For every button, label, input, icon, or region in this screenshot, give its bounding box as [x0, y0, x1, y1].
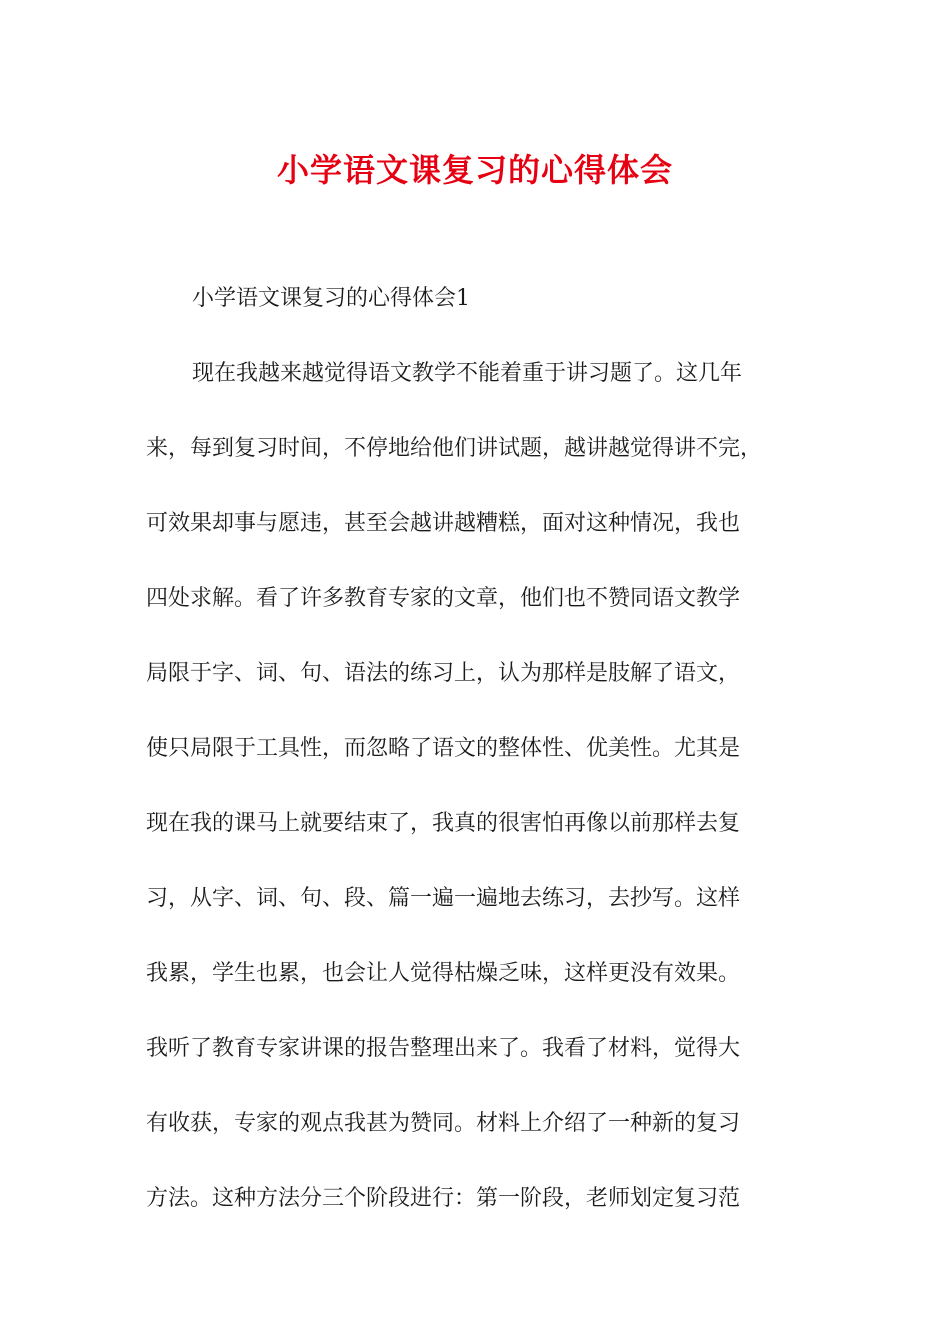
paragraph-line: 现在我越来越觉得语文教学不能着重于讲习题了。这几年 [192, 361, 743, 386]
paragraph-line: 可效果却事与愿违，甚至会越讲越糟糕，面对这种情况，我也 [146, 511, 741, 536]
paragraph-line: 使只局限于工具性，而忽略了语文的整体性、优美性。尤其是 [146, 736, 741, 761]
paragraph-line: 有收获，专家的观点我甚为赞同。材料上介绍了一种新的复习 [146, 1111, 741, 1136]
section-heading: 小学语文课复习的心得体会1 [192, 286, 470, 311]
paragraph-line: 四处求解。看了许多教育专家的文章，他们也不赞同语文教学 [146, 586, 741, 611]
paragraph-line: 我累，学生也累，也会让人觉得枯燥乏味，这样更没有效果。 [146, 961, 741, 986]
paragraph-line: 习，从字、词、句、段、篇一遍一遍地去练习，去抄写。这样 [146, 886, 741, 911]
paragraph [146, 358, 806, 1248]
paragraph-line: 方法。这种方法分三个阶段进行：第一阶段，老师划定复习范 [146, 1186, 741, 1211]
paragraph-line: 局限于字、词、句、语法的练习上，认为那样是肢解了语文， [146, 661, 741, 686]
paragraph-line: 来，每到复习时间，不停地给他们讲试题，越讲越觉得讲不完， [146, 436, 763, 461]
paragraph-line: 我听了教育专家讲课的报告整理出来了。我看了材料，觉得大 [146, 1036, 741, 1061]
paragraph-line: 现在我的课马上就要结束了，我真的很害怕再像以前那样去复 [146, 811, 741, 836]
document-title: 小学语文课复习的心得体会 [276, 151, 673, 189]
document-body [146, 283, 806, 323]
